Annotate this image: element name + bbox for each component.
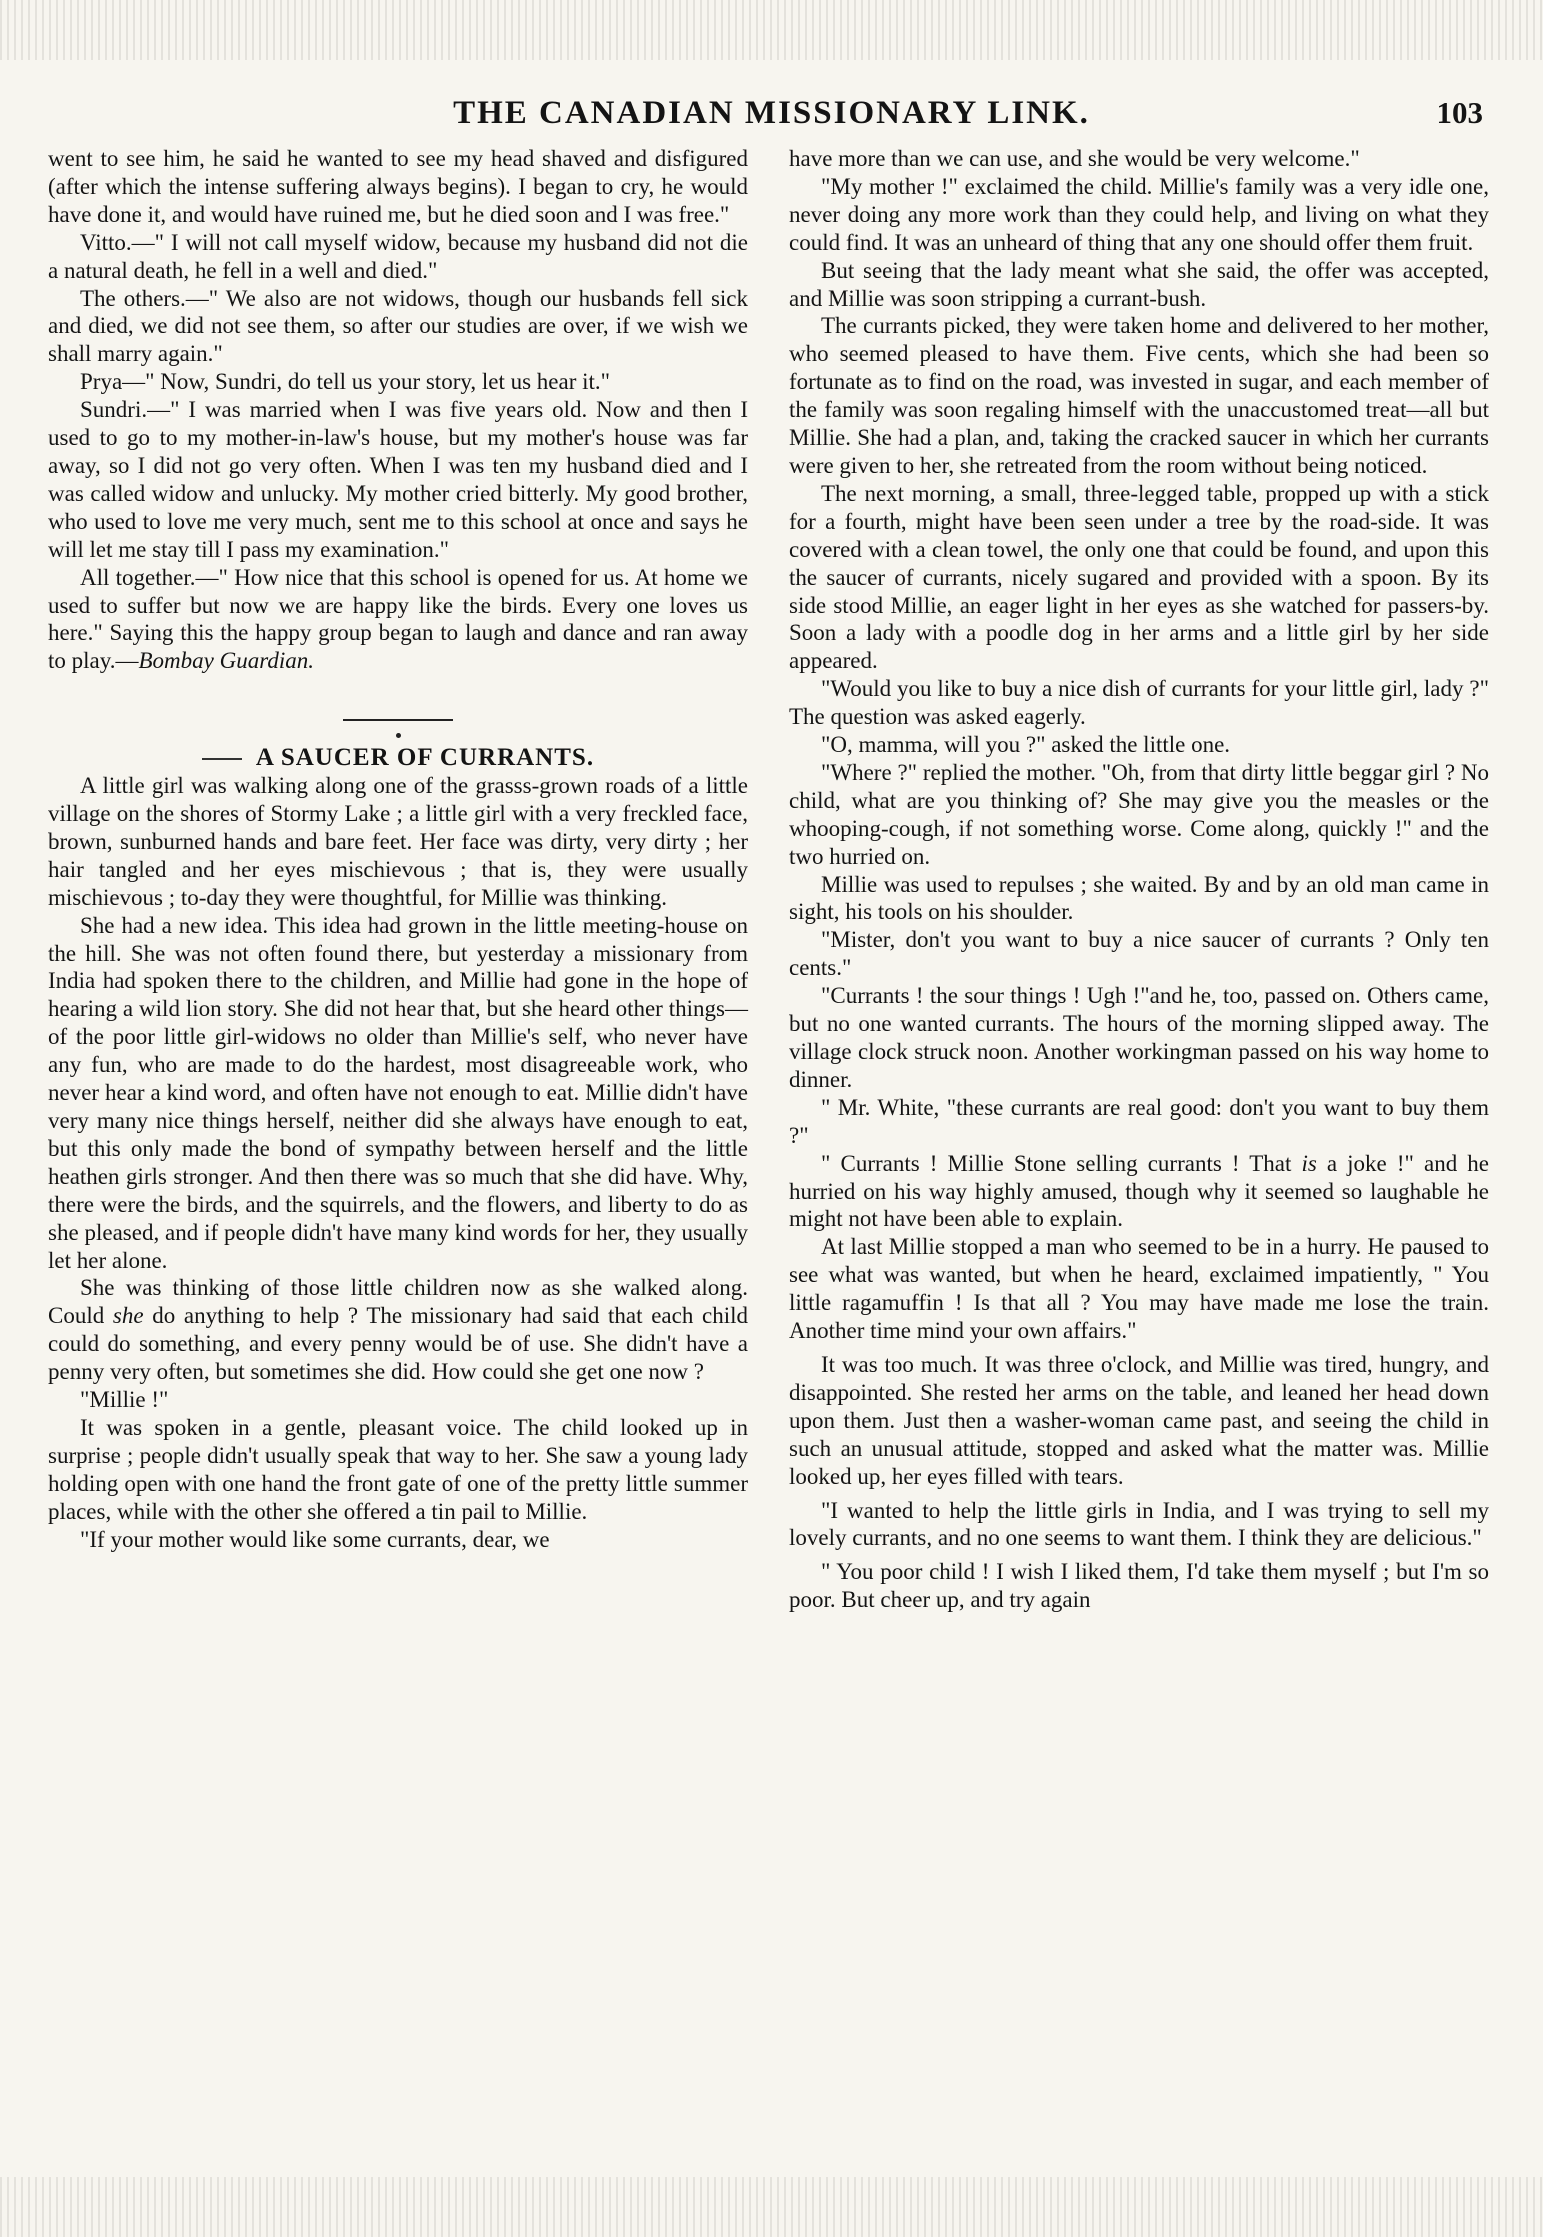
paragraph: Sundri.—" I was married when I was five years old. Now and then I used to go to my mother-in-law's house, but my mother's house was far away, so I did not go very often. When I was ten my husband died and I was called widow and unlucky. My mother cried bitterly. My good brother, who used to love me very much, sent me to this school at once and says he will let me stay till I pass my examination." <box>48 397 748 562</box>
paragraph-text: She was thinking of those little children now as she walked along. Could <box>48 1275 748 1329</box>
paragraph: "Would you like to buy a nice dish of currants for your little girl, lady ?" The question was asked eagerly. <box>789 676 1489 730</box>
paragraph: "I wanted to help the little girls in India, and I was trying to sell my lovely currants, and no one seems to want them. I think they are delicious." <box>789 1497 1489 1551</box>
source-citation: Bombay Guardian. <box>138 648 314 674</box>
paragraph: "Where ?" replied the mother. "Oh, from that dirty little beggar girl ? No child, what are you thinking of? She may give you the measles or the whooping-cough, if not something worse. Come along, quickly !" and the two hurried on. <box>789 759 1489 869</box>
paragraph-text: do anything to help ? The missionary had said that each child could do something, and every penny would be of use. She didn't have a penny very often, but sometimes she did. How could she get one now ? <box>48 1303 748 1385</box>
scan-noise-bottom <box>0 2177 1543 2237</box>
page-number: 103 <box>1436 95 1483 130</box>
paragraph: But seeing that the lady meant what she said, the offer was accepted, and Millie was soon stripping a currant-bush. <box>789 257 1489 311</box>
paragraph <box>48 1274 748 1386</box>
paragraph: Vitto.—" I will not call myself widow, because my husband did not die a natural death, he fell in a well and died." <box>48 229 748 283</box>
paragraph: "Millie !" <box>80 1387 169 1413</box>
paragraph: At last Millie stopped a man who seemed to be in a hurry. He paused to see what was wanted, but when he heard, exclaimed impatiently, " You little ragamuffin ! Is that all ? You may have made me lose the train. Another time mind your own affairs." <box>789 1234 1489 1344</box>
paragraph: "Currants ! the sour things ! Ugh !"and he, too, passed on. Others came, but no one wanted currants. The hours of the morning slipped away. The village clock struck noon. Another workingman passed on his way home to dinner. <box>789 983 1489 1092</box>
paragraph: It was too much. It was three o'clock, and Millie was tired, hungry, and disappointed. She rested her arms on the table, and leaned her head down upon them. Just then a washer-woman came past, and seeing the child in such an unusual attitude, stopped and asked what the matter was. Millie looked up, her eyes filled with tears. <box>789 1351 1489 1489</box>
paragraph: " Mr. White, "these currants are real good: don't you want to buy them ?" <box>789 1094 1489 1148</box>
emphasis: is <box>1301 1150 1317 1176</box>
paragraph-text: a joke !" and he hurried on his way highly amused, though why it seemed so laughable he might not have been able to explain. <box>789 1150 1489 1232</box>
paragraph: Millie was used to repulses ; she waited. By and by an old man came in sight, his tools on his shoulder. <box>789 871 1489 925</box>
divider-dot <box>396 733 401 738</box>
emphasis: she <box>112 1303 144 1329</box>
scan-noise-top <box>0 0 1543 60</box>
paragraph <box>789 1150 1489 1234</box>
page-header <box>40 88 1503 138</box>
paragraph <box>48 564 748 676</box>
paragraph: have more than we can use, and she would be very welcome." <box>789 146 1360 171</box>
paragraph: A little girl was walking along one of the grasss-grown roads of a little village on the shores of Stormy Lake ; a little girl with a very freckled face, brown, sunburned hands and bare feet. Her face was dirty, very dirty ; her hair tangled and her eyes mischievous ; that is, they were usually mischievous ; to-day they were thoughtful, for Millie was thinking. <box>48 773 748 910</box>
left-column <box>48 145 748 1554</box>
right-column <box>789 145 1489 1614</box>
page-title: THE CANADIAN MISSIONARY LINK. <box>453 95 1090 131</box>
section-divider <box>343 719 453 721</box>
paragraph-text: " Currants ! Millie Stone selling currants ! That <box>821 1150 1302 1176</box>
paragraph: went to see him, he said he wanted to see my head shaved and disfigured (after which the intense suffering always begins). I began to cry, he would have done it, and would have ruined me, but he died soon and I was free." <box>48 146 748 227</box>
paragraph: "If your mother would like some currants, dear, we <box>80 1526 550 1552</box>
paragraph-text: All together.—" How nice that this school is opened for us. At home we used to suffer but now we are happy like the birds. Every one loves us here." Saying this the happy group began to laugh and dance and ran away to play.— <box>48 564 748 674</box>
paragraph: It was spoken in a gentle, pleasant voice. The child looked up in surprise ; people didn't usually speak that way to her. She saw a young lady holding open with one hand the front gate of one of the pretty little summer places, while with the other she offered a tin pail to Millie. <box>48 1414 748 1524</box>
paragraph: " You poor child ! I wish I liked them, I'd take them myself ; but I'm so poor. But cheer up, and try again <box>789 1559 1489 1613</box>
paragraph: "O, mamma, will you ?" asked the little one. <box>821 732 1231 758</box>
paragraph: "Mister, don't you want to buy a nice saucer of currants ? Only ten cents." <box>789 927 1489 981</box>
paragraph: The others.—" We also are not widows, though our husbands fell sick and died, we did not see them, so after our studies are over, if we wish we shall marry again." <box>48 285 748 367</box>
paragraph: Prya—" Now, Sundri, do tell us your story, let us hear it." <box>80 369 611 395</box>
section-heading: A SAUCER OF CURRANTS. <box>48 744 748 772</box>
paragraph: The currants picked, they were taken home and delivered to her mother, who seemed pleased to have them. Five cents, which she had been so fortunate as to find on the road, was invested in sugar, and each member of the family was soon regaling himself with the unaccustomed treat—all but Millie. She had a plan, and, taking the cracked saucer in which her currants were given to her, she retreated from the room without being noticed. <box>789 313 1489 478</box>
paragraph: She had a new idea. This idea had grown in the little meeting-house on the hill. She was not often found there, but yesterday a missionary from India had spoken there to the children, and Millie had gone in the hope of hearing a wild lion story. She did not hear that, but she heard other things—of the poor little girl-widows no older than Millie's self, who never have any fun, who are made to do the hardest, most disagreeable work, who never hear a kind word, and often have not enough to eat. Millie didn't have very many nice things herself, neither did she always have enough to eat, but this only made the bond of sympathy between herself and the little heathen girls stronger. And then there was so much that she did have. Why, there were the birds, and the squirrels, and the flowers, and liberty to do as she pleased, and if people didn't have many kind words for her, they usually let her alone. <box>48 912 748 1273</box>
paragraph: "My mother !" exclaimed the child. Millie's family was a very idle one, never doing any more work than they could help, and living on what they could find. It was an unheard of thing that any one should offer them fruit. <box>789 173 1489 255</box>
paragraph: The next morning, a small, three-legged table, propped up with a stick for a fourth, might have been seen under a tree by the road-side. It was covered with a clean towel, the only one that could be found, and upon this the saucer of currants, nicely sugared and provided with a spoon. By its side stood Millie, an eager light in her eyes as she watched for passers-by. Soon a lady with a poodle dog in her arms and a little girl by her side appeared. <box>789 480 1489 674</box>
